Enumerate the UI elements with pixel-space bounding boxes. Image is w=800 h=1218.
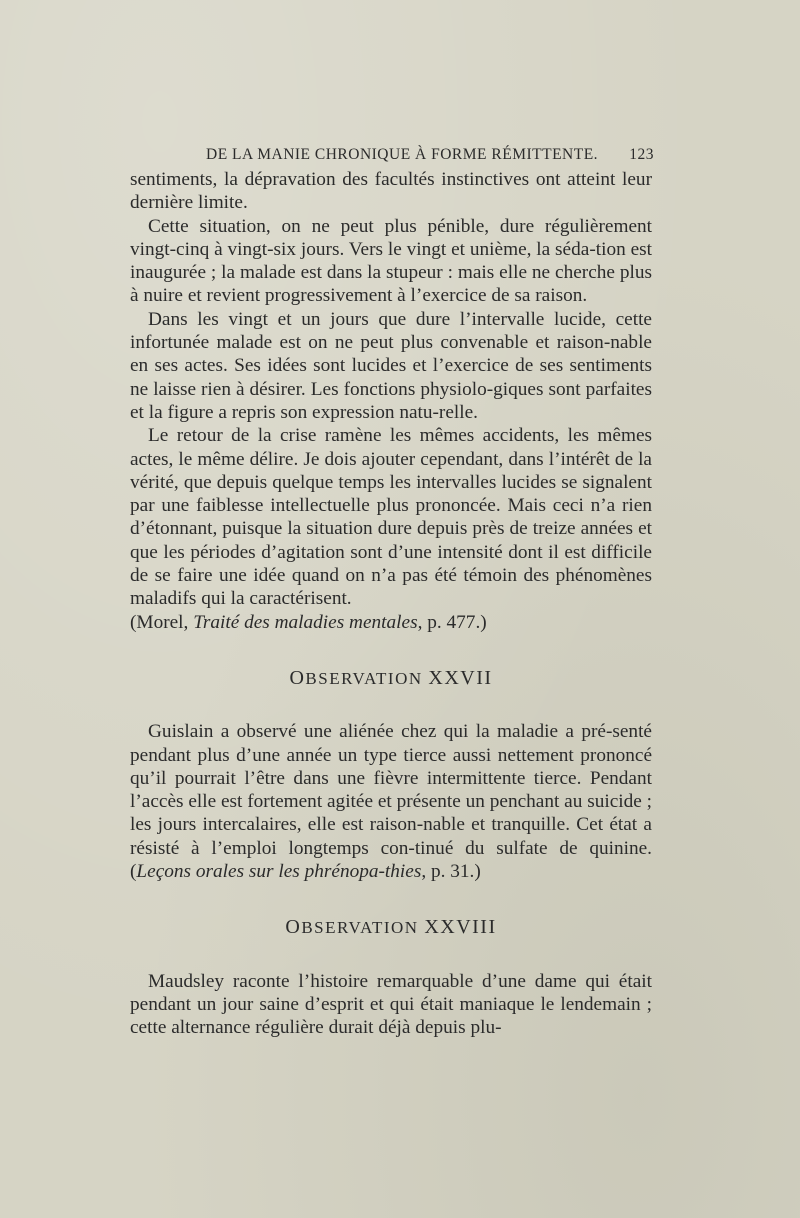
paragraph-1: sentiments, la dépravation des facultés instinctives ont atteint leur dernière limite. <box>130 169 652 214</box>
paragraph-4-ref-close: , p. 477.) <box>417 611 487 633</box>
paragraph-4 <box>130 424 652 634</box>
body-text <box>130 168 652 1040</box>
paragraph-4-ref-title: Traité des maladies mentales <box>193 611 418 633</box>
running-title: DE LA MANIE CHRONIQUE À FORME RÉMITTENTE. <box>206 146 599 163</box>
paragraph-5-text: Guislain a observé une aliénée chez qui la maladie a pré-senté pendant plus d’une année un type tierce aussi nettement prononcé qu’il pourrait l’être dans une fièvre intermittente tierce. Pendant l’accès elle est fortement agitée et présente un penchant au suicide ; les jours intercalaires, elle est raison-nable et tranquille. Cet état a résisté à l’emploi longtemps con-tinué du sulfate de quinine. <box>130 721 652 859</box>
paragraph-2: Cette situation, on ne peut plus pénible, dure régulièrement vingt-cinq à vingt-six jours. Vers le vingt et unième, la séda-tion est inaugurée ; la malade est dans la stupeur : mais elle ne cherche plus à nuire et revient progressivement à l’exercice de sa raison. <box>130 215 652 307</box>
observation-27-heading: OBSERVATION XXVII <box>289 666 493 689</box>
paragraph-4-text: Le retour de la crise ramène les mêmes accidents, les mêmes actes, le même délire. Je dois ajouter cependant, dans l’intérêt de la vérité, que depuis quelque temps les intervalles lucides se signalent par une faiblesse intellectuelle plus prononcée. Mais ceci n’a rien d’étonnant, puisque la situation dure depuis près de treize années et que les périodes d’agitation sont d’une intensité dont il est difficile de se faire une idée quand on n’a pas été témoin des phénomènes maladifs qui la caractérisent. <box>130 425 652 610</box>
paragraph-6: Maudsley raconte l’histoire remarquable d’une dame qui était pendant un jour saine d’esprit et qui était maniaque le lendemain ; cette alternance régulière durait déjà depuis plu- <box>130 970 652 1039</box>
paragraph-5: Guislain a observé une aliénée chez qui la maladie a pré-senté pendant plus d’une année un type tierce aussi nettement prononcé qu’il pourrait l’être dans une fièvre intermittente tierce. Pendant l’accès elle est fortement agitée et présente un penchant au suicide ; les jours intercalaires, elle est raison-nable et tranquille. Cet état a résisté à l’emploi longtemps con-tinué du sulfate de quinine. (Leçons orales sur les phrénopa-thies, p. 31.) <box>130 721 652 883</box>
paragraph-5-ref-title: Leçons orales sur les phrénopa-thies <box>136 861 422 883</box>
paragraph-3: Dans les vingt et un jours que dure l’intervalle lucide, cette infortunée malade est on ne peut plus convenable et raison-nable en ses actes. Ses idées sont lucides et l’exercice de ses sentiments ne laisse rien à désirer. Les fonctions physiolo-giques sont parfaites et la figure a repris son expression natu-relle. <box>130 308 652 423</box>
paragraph-4-ref-open: (Morel, <box>130 611 194 633</box>
running-header <box>206 146 654 164</box>
page-number: 123 <box>629 146 654 163</box>
observation-28-heading: OBSERVATION XXVIII <box>285 916 497 939</box>
